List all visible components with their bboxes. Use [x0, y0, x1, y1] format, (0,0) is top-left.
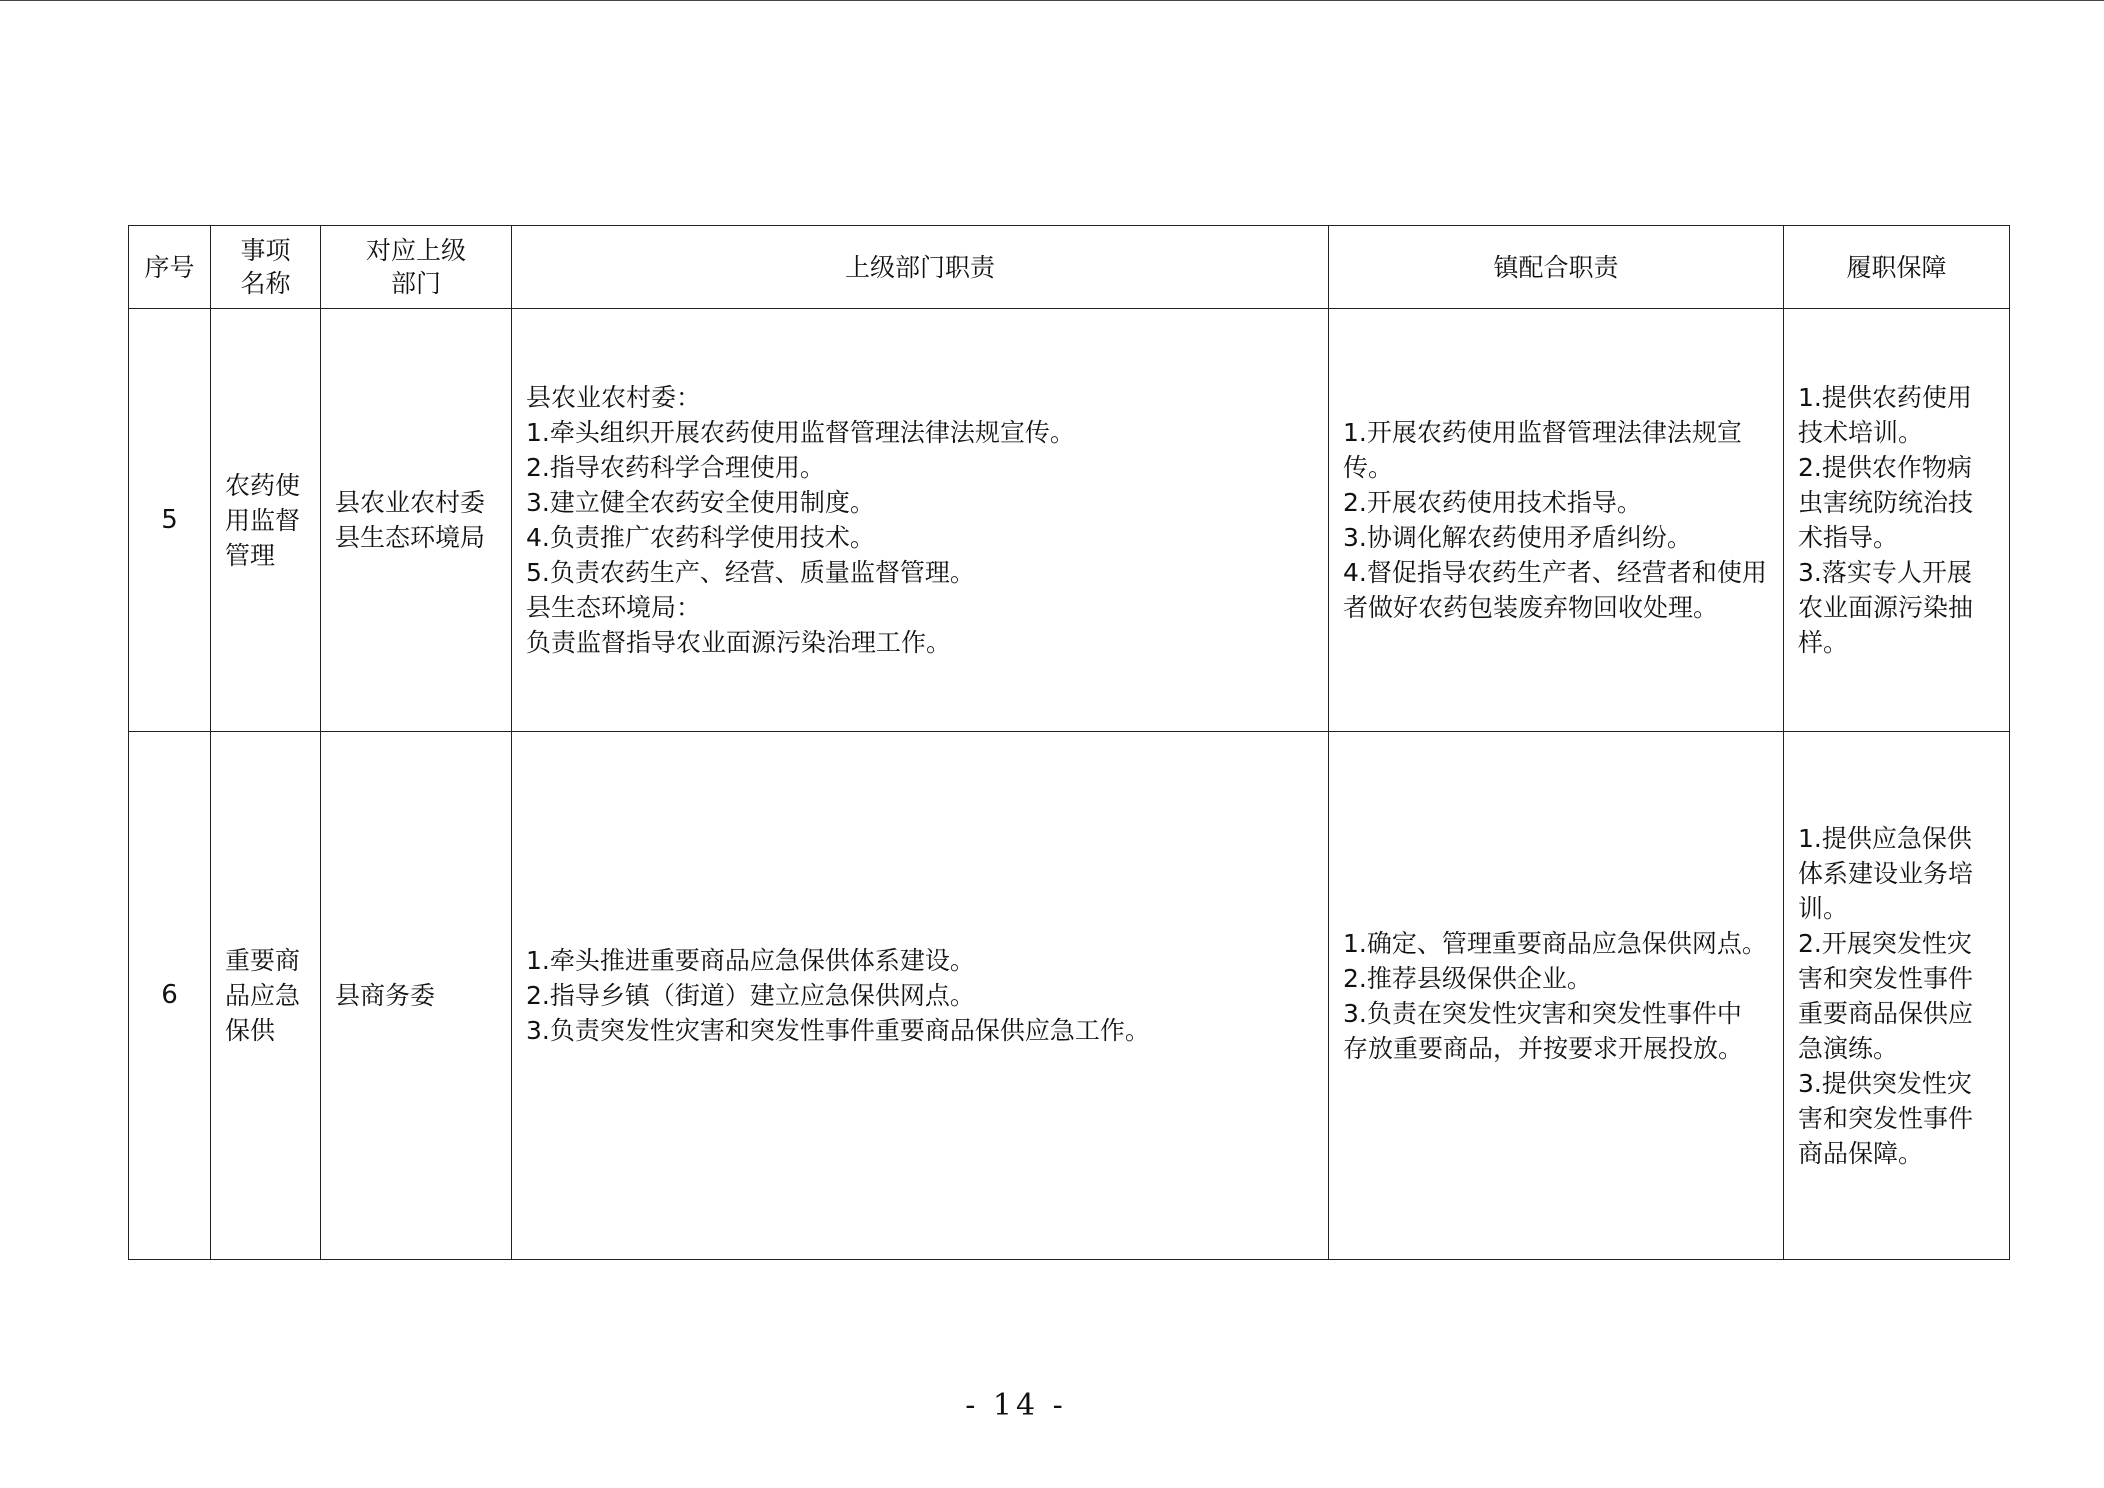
row-item-name — [211, 309, 321, 732]
item-name-line: 保供 — [225, 1016, 276, 1045]
header-dept — [321, 226, 512, 309]
dept-line: 县农业农村委 — [335, 488, 486, 517]
item-name-line: 品应急 — [225, 981, 301, 1010]
guarantee-line: 商品保障。 — [1798, 1138, 1924, 1168]
guarantee-line: 虫害统防统治技 — [1798, 488, 1974, 517]
guarantee-line: 技术培训。 — [1798, 418, 1924, 447]
town-duty-line: 2.推荐县级保供企业。 — [1343, 963, 1592, 993]
header-guarantee: 履职保障 — [1784, 226, 2010, 309]
item-name-line: 重要商 — [225, 946, 301, 975]
guarantee-line: 急演练。 — [1798, 1033, 1899, 1063]
dept-line: 县商务委 — [335, 981, 436, 1010]
town-duty-line: 者做好农药包装废弃物回收处理。 — [1343, 593, 1719, 622]
header-item-name-line: 名称 — [240, 269, 291, 298]
upper-duty-line: 1.牵头推进重要商品应急保供体系建设。 — [526, 946, 975, 975]
header-item-name-line: 事项 — [240, 236, 291, 265]
town-duty-line: 3.协调化解农药使用矛盾纠纷。 — [1343, 523, 1692, 552]
guarantee-line: 术指导。 — [1798, 523, 1899, 552]
town-duty-line: 传。 — [1343, 453, 1394, 482]
upper-duty-line: 4.负责推广农药科学使用技术。 — [526, 523, 875, 552]
dept-line: 县生态环境局 — [335, 523, 486, 552]
guarantee-line: 训。 — [1798, 893, 1849, 923]
table-header-row — [129, 226, 2010, 309]
guarantee-line: 2.提供农作物病 — [1798, 453, 1972, 482]
row-item-name — [211, 732, 321, 1260]
upper-duty-line: 2.指导农药科学合理使用。 — [526, 453, 825, 482]
row-dept — [321, 732, 512, 1260]
upper-duty-line: 3.建立健全农药安全使用制度。 — [526, 488, 875, 517]
header-dept-line: 对应上级 — [365, 236, 466, 265]
guarantee-line: 体系建设业务培 — [1798, 858, 1974, 888]
town-duty-line: 存放重要商品，并按要求开展投放。 — [1343, 1033, 1744, 1063]
guarantee-line: 3.落实专人开展 — [1798, 558, 1972, 587]
table-row — [129, 309, 2010, 732]
guarantee-line: 重要商品保供应 — [1798, 998, 1974, 1028]
guarantee-line: 1.提供应急保供 — [1798, 823, 1972, 853]
town-duty-line: 2.开展农药使用技术指导。 — [1343, 488, 1642, 517]
item-name-line: 农药使 — [225, 470, 301, 500]
upper-duty-line: 县农业农村委： — [526, 383, 702, 412]
guarantee-line: 1.提供农药使用 — [1798, 383, 1972, 412]
upper-duty-line: 1.牵头组织开展农药使用监督管理法律法规宣传。 — [526, 418, 1075, 447]
row-guarantee — [1784, 732, 2010, 1260]
page-number: - 14 - — [965, 1388, 1067, 1423]
page-top-border — [0, 0, 2104, 1]
header-item-name — [211, 226, 321, 309]
row-town-duty — [1329, 309, 1784, 732]
duty-table — [128, 225, 2010, 1260]
guarantee-line: 害和突发性事件 — [1798, 963, 1974, 993]
guarantee-line: 农业面源污染抽 — [1798, 593, 1974, 622]
table-row — [129, 732, 2010, 1260]
row-upper-duty — [512, 732, 1329, 1260]
upper-duty-line: 县生态环境局： — [526, 593, 702, 622]
header-upper-duty: 上级部门职责 — [512, 226, 1329, 309]
header-seq: 序号 — [129, 226, 211, 309]
header-dept-line: 部门 — [390, 269, 441, 298]
upper-duty-line: 3.负责突发性灾害和突发性事件重要商品保供应急工作。 — [526, 1016, 1150, 1045]
guarantee-line: 害和突发性事件 — [1798, 1103, 1974, 1133]
guarantee-line: 2.开展突发性灾 — [1798, 928, 1972, 958]
upper-duty-line: 5.负责农药生产、经营、质量监督管理。 — [526, 558, 975, 587]
item-name-line: 管理 — [225, 540, 276, 570]
row-upper-duty — [512, 309, 1329, 732]
row-seq: 5 — [129, 309, 211, 732]
row-seq: 6 — [129, 732, 211, 1260]
town-duty-line: 1.确定、管理重要商品应急保供网点。 — [1343, 928, 1767, 958]
town-duty-line: 4.督促指导农药生产者、经营者和使用 — [1343, 558, 1767, 587]
town-duty-line: 3.负责在突发性灾害和突发性事件中 — [1343, 998, 1742, 1028]
upper-duty-line: 2.指导乡镇（街道）建立应急保供网点。 — [526, 981, 975, 1010]
row-guarantee — [1784, 309, 2010, 732]
row-dept — [321, 309, 512, 732]
upper-duty-line: 负责监督指导农业面源污染治理工作。 — [526, 628, 952, 657]
item-name-line: 用监督 — [225, 505, 301, 535]
duty-table-container — [128, 225, 2010, 1260]
guarantee-line: 3.提供突发性灾 — [1798, 1068, 1972, 1098]
header-town-duty: 镇配合职责 — [1329, 226, 1784, 309]
town-duty-line: 1.开展农药使用监督管理法律法规宣 — [1343, 418, 1742, 447]
guarantee-line: 样。 — [1798, 628, 1849, 657]
row-town-duty — [1329, 732, 1784, 1260]
